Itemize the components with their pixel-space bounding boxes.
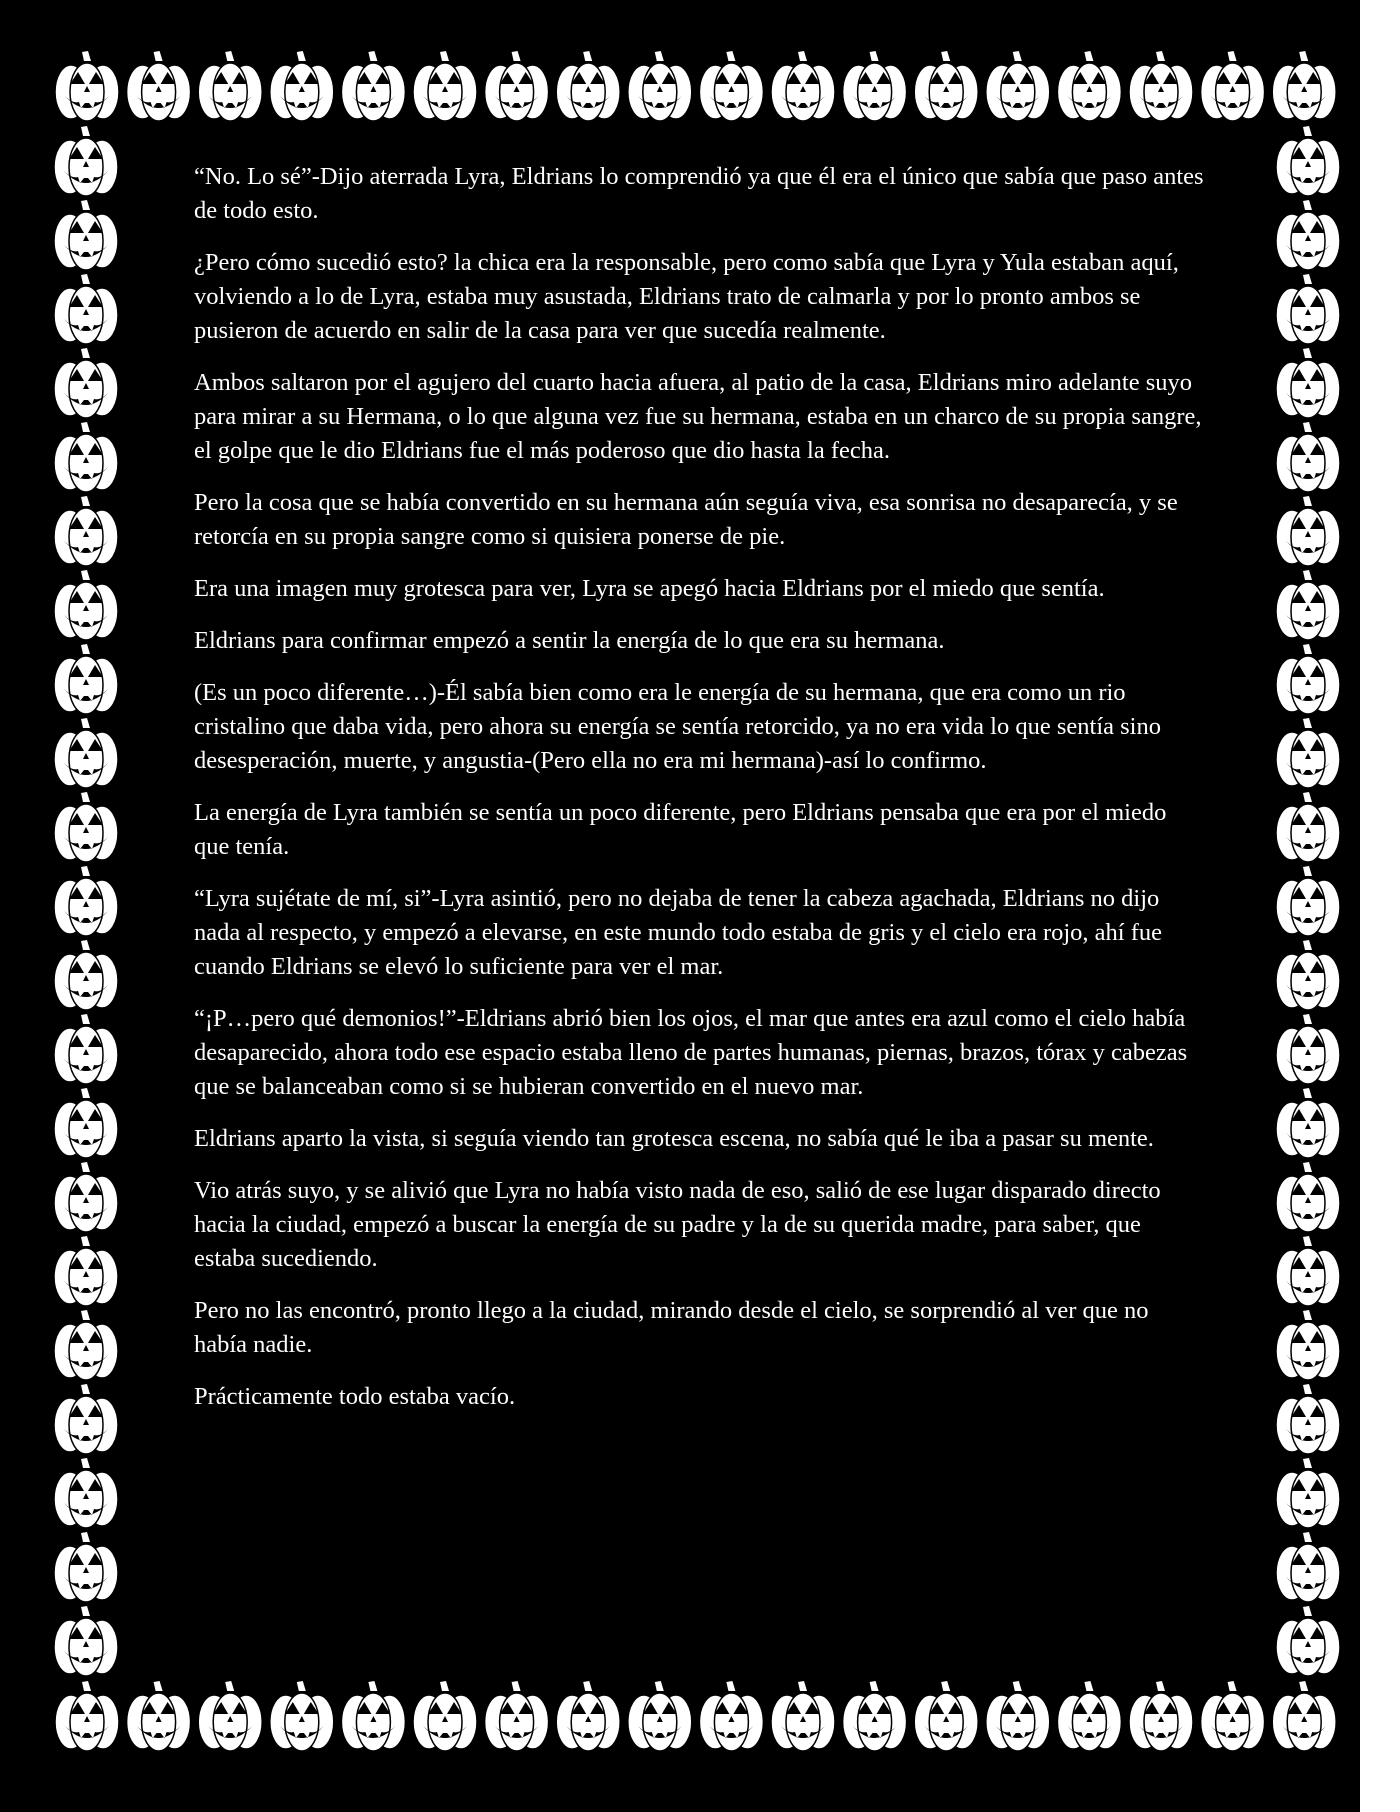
jack-o-lantern-icon [127, 1681, 191, 1751]
jack-o-lantern-icon [127, 51, 191, 121]
jack-o-lantern-icon [556, 51, 620, 121]
jack-o-lantern-icon [914, 1681, 978, 1751]
jack-o-lantern-icon [1057, 1681, 1121, 1751]
jack-o-lantern-icon [1276, 1088, 1340, 1158]
jack-o-lantern-icon [1272, 51, 1336, 121]
paragraph: Era una imagen muy grotesca para ver, Lyra se apegó hacia Eldrians por el miedo que sentía. [194, 575, 1105, 602]
paragraph: Eldrians aparto la vista, si seguía viendo tan grotesca escena, no sabía qué le iba a pasar su mente. [194, 1125, 1154, 1152]
jack-o-lantern-icon [485, 1681, 549, 1751]
jack-o-lantern-icon [1276, 1384, 1340, 1454]
jack-o-lantern-icon [1129, 51, 1193, 121]
jack-o-lantern-icon [1276, 1532, 1340, 1602]
jack-o-lantern-icon [1276, 422, 1340, 492]
paragraph: Pero la cosa que se había convertido en su hermana aún seguía viva, esa sonrisa no desaparecía, y se retorcía en su propia sangre como si quisiera ponerse de pie. [194, 489, 1178, 550]
jack-o-lantern-icon [54, 718, 118, 788]
jack-o-lantern-icon [1276, 792, 1340, 862]
paragraph: Vio atrás suyo, y se alivió que Lyra no había visto nada de eso, salió de ese lugar disparado directo hacia la ciudad, empezó a buscar la energía de su padre y la de su querida madre, para saber, que estaba sucediendo. [194, 1177, 1161, 1272]
jack-o-lantern-icon [55, 1681, 119, 1751]
jack-o-lantern-icon [1276, 718, 1340, 788]
jack-o-lantern-icon [54, 1532, 118, 1602]
jack-o-lantern-icon [54, 422, 118, 492]
jack-o-lantern-icon [54, 1384, 118, 1454]
jack-o-lantern-icon [54, 1088, 118, 1158]
jack-o-lantern-icon [1276, 866, 1340, 936]
paragraph: Prácticamente todo estaba vacío. [194, 1383, 516, 1410]
jack-o-lantern-icon [1276, 1458, 1340, 1528]
jack-o-lantern-icon [771, 51, 835, 121]
jack-o-lantern-icon [54, 1014, 118, 1084]
jack-o-lantern-icon [699, 1681, 763, 1751]
jack-o-lantern-icon [1276, 1162, 1340, 1232]
jack-o-lantern-icon [198, 51, 262, 121]
paragraph: Pero no las encontró, pronto llego a la ciudad, mirando desde el cielo, se sorprendió al ver que no había nadie. [194, 1297, 1149, 1358]
jack-o-lantern-icon [986, 51, 1050, 121]
jack-o-lantern-icon [54, 1162, 118, 1232]
jack-o-lantern-icon [1276, 940, 1340, 1010]
jack-o-lantern-icon [54, 1310, 118, 1380]
jack-o-lantern-icon [54, 1236, 118, 1306]
paragraph: (Es un poco diferente…)-Él sabía bien como era le energía de su hermana, que era como un rio cristalino que daba vida, pero ahora su energía se sentía retorcido, ya no era vida lo que sentía sino desesperación, muerte, y angustia-(Pero ella no era mi hermana)-así lo confirmo. [194, 679, 1161, 774]
jack-o-lantern-icon [270, 51, 334, 121]
jack-o-lantern-icon [986, 1681, 1050, 1751]
paragraph: ¿Pero cómo sucedió esto? la chica era la responsable, pero como sabía que Lyra y Yula estaban aquí, volviendo a lo de Lyra, estaba muy asustada, Eldrians trato de calmarla y por lo pronto ambos se pusieron de acuerdo en salir de la casa para ver que sucedía realmente. [194, 249, 1179, 344]
jack-o-lantern-icon [341, 1681, 405, 1751]
jack-o-lantern-icon [699, 51, 763, 121]
paragraph: “¡P…pero qué demonios!”-Eldrians abrió bien los ojos, el mar que antes era azul como el cielo había desaparecido, ahora todo ese espacio estaba lleno de partes humanas, piernas, brazos, tórax y cabezas que se balanceaban como si se hubieran convertido en el nuevo mar. [194, 1005, 1188, 1100]
jack-o-lantern-icon [54, 570, 118, 640]
jack-o-lantern-icon [54, 644, 118, 714]
jack-o-lantern-icon [54, 126, 118, 196]
jack-o-lantern-icon [54, 1606, 118, 1676]
paragraph: La energía de Lyra también se sentía un poco diferente, pero Eldrians pensaba que era por el miedo que tenía. [194, 799, 1167, 860]
jack-o-lantern-icon [54, 348, 118, 418]
jack-o-lantern-icon [270, 1681, 334, 1751]
jack-o-lantern-icon [843, 1681, 907, 1751]
jack-o-lantern-icon [54, 496, 118, 566]
jack-o-lantern-icon [1201, 51, 1265, 121]
jack-o-lantern-icon [54, 940, 118, 1010]
jack-o-lantern-icon [1276, 348, 1340, 418]
jack-o-lantern-icon [198, 1681, 262, 1751]
jack-o-lantern-icon [1276, 126, 1340, 196]
jack-o-lantern-icon [1276, 644, 1340, 714]
jack-o-lantern-icon [1276, 1310, 1340, 1380]
jack-o-lantern-icon [413, 51, 477, 121]
paragraph: “No. Lo sé”-Dijo aterrada Lyra, Eldrians lo comprendió ya que él era el único que sabía que paso antes de todo esto. [194, 163, 1204, 224]
paragraph: “Lyra sujétate de mí, si”-Lyra asintió, pero no dejaba de tener la cabeza agachada, Eldrians no dijo nada al respecto, y empezó a elevarse, en este mundo todo estaba de gris y el cielo era rojo, ahí fue cuando Eldrians se elevó lo suficiente para ver el mar. [194, 885, 1163, 980]
paragraph: Ambos saltaron por el agujero del cuarto hacia afuera, al patio de la casa, Eldrians miro adelante suyo para mirar a su Hermana, o lo que alguna vez fue su hermana, estaba en un charco de su propia sangre, el golpe que le dio Eldrians fue el más poderoso que dio hasta la fecha. [194, 369, 1202, 464]
jack-o-lantern-icon [628, 51, 692, 121]
jack-o-lantern-icon [1276, 496, 1340, 566]
jack-o-lantern-icon [771, 1681, 835, 1751]
jack-o-lantern-icon [628, 1681, 692, 1751]
jack-o-lantern-icon [341, 51, 405, 121]
jack-o-lantern-icon [54, 792, 118, 862]
paragraph: Eldrians para confirmar empezó a sentir la energía de lo que era su hermana. [194, 627, 945, 654]
jack-o-lantern-icon [1057, 51, 1121, 121]
jack-o-lantern-icon [54, 866, 118, 936]
jack-o-lantern-icon [1272, 1681, 1336, 1751]
jack-o-lantern-icon [1276, 274, 1340, 344]
jack-o-lantern-icon [1276, 1014, 1340, 1084]
jack-o-lantern-icon [556, 1681, 620, 1751]
story-text [194, 160, 1204, 1432]
jack-o-lantern-icon [55, 51, 119, 121]
jack-o-lantern-icon [1276, 1606, 1340, 1676]
jack-o-lantern-icon [54, 200, 118, 270]
jack-o-lantern-icon [54, 1458, 118, 1528]
jack-o-lantern-icon [1276, 200, 1340, 270]
jack-o-lantern-icon [54, 274, 118, 344]
jack-o-lantern-icon [843, 51, 907, 121]
jack-o-lantern-icon [485, 51, 549, 121]
jack-o-lantern-icon [1201, 1681, 1265, 1751]
jack-o-lantern-icon [1276, 570, 1340, 640]
jack-o-lantern-icon [1129, 1681, 1193, 1751]
jack-o-lantern-icon [914, 51, 978, 121]
jack-o-lantern-icon [1276, 1236, 1340, 1306]
jack-o-lantern-icon [413, 1681, 477, 1751]
